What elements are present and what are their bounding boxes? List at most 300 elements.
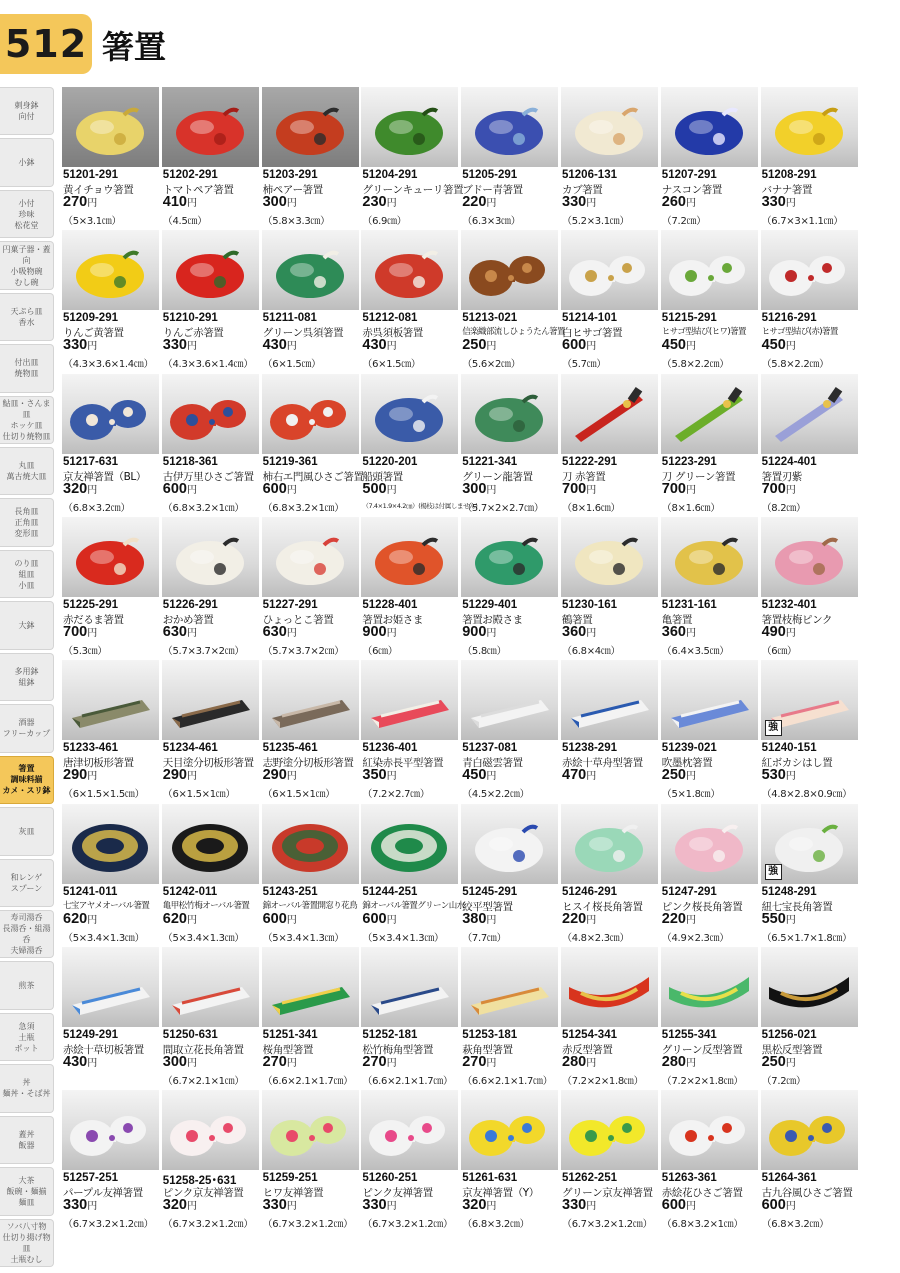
product-size: （6.4×3.5㎝） — [661, 645, 729, 657]
yen-unit: 円 — [486, 1201, 497, 1213]
yen-unit: 円 — [286, 914, 297, 926]
product-card[interactable] — [661, 230, 758, 372]
ginkgo-leaf-rest-icon — [62, 87, 159, 167]
product-code: 51218-361 — [162, 455, 218, 468]
product-size: （5.8×2.2㎝） — [761, 359, 829, 371]
eggplant-rest-icon — [661, 87, 758, 167]
sidebar-tab-4[interactable]: 円菓子器・蓋向 小吸物碗 むし碗 — [0, 241, 54, 289]
product-size: （4.3×3.6×1.4㎝） — [63, 359, 154, 371]
tenmoku-plank-rest-icon — [162, 660, 259, 740]
product-card[interactable] — [461, 87, 558, 229]
product-card[interactable] — [62, 1090, 159, 1232]
tortoise-oval-rest-icon — [162, 804, 259, 884]
product-price — [662, 767, 696, 783]
product-size: （6×1.5㎝） — [362, 359, 421, 371]
green-curved-rest-icon — [661, 947, 758, 1027]
product-name: ブドー青箸置 — [462, 184, 523, 196]
product-price — [263, 337, 297, 353]
yen-unit: 円 — [87, 1201, 98, 1213]
product-card[interactable] — [661, 660, 758, 802]
product-size: （6.8×3.2㎝） — [462, 1219, 530, 1231]
product-card[interactable] — [661, 87, 758, 229]
product-card[interactable] — [561, 1090, 658, 1232]
price-value: 290 — [162, 767, 187, 784]
product-photo — [461, 1090, 558, 1170]
product-photo — [162, 517, 259, 597]
product-name: 黒松反型箸置 — [761, 1043, 823, 1056]
product-card[interactable] — [361, 517, 458, 659]
product-name: グリーン呉須箸置 — [262, 327, 344, 340]
price-value: 550 — [761, 910, 786, 927]
product-code: 51211-081 — [262, 312, 317, 325]
product-name: 信楽織部流しひょうたん箸置 — [462, 327, 565, 338]
product-code: 51226-291 — [162, 598, 218, 611]
yen-unit: 円 — [686, 198, 696, 209]
product-card[interactable] — [62, 374, 159, 516]
product-photo — [62, 517, 159, 597]
product-card[interactable] — [561, 804, 658, 946]
product-code: 51204-291 — [362, 169, 418, 181]
red-apple-rest-icon — [162, 230, 259, 310]
product-price — [662, 624, 696, 640]
yen-unit: 円 — [386, 198, 397, 209]
product-card[interactable] — [162, 230, 259, 372]
sidebar-tab-1[interactable]: 刺身鉢 向付 — [0, 87, 54, 135]
product-name: ヒサゴ型結び(ヒワ)箸置 — [661, 327, 746, 338]
product-card[interactable] — [262, 87, 359, 229]
product-size: （5.8×3.3㎝） — [262, 216, 330, 227]
product-photo — [661, 374, 758, 454]
product-code: 51242-011 — [162, 885, 218, 898]
product-size: （5×3.1㎝） — [63, 216, 122, 227]
product-size: （6.3×3㎝） — [462, 216, 521, 227]
product-name: 船頭箸置 — [362, 470, 403, 483]
product-card[interactable] — [661, 517, 758, 659]
product-card[interactable] — [761, 947, 858, 1089]
product-card[interactable] — [761, 87, 858, 229]
yen-unit: 円 — [785, 627, 796, 639]
product-card[interactable] — [262, 230, 359, 372]
yen-unit: 円 — [486, 1057, 497, 1069]
product-name: 鶴箸置 — [562, 613, 593, 626]
product-price — [762, 1054, 796, 1070]
product-card[interactable] — [162, 517, 259, 659]
product-card[interactable] — [461, 374, 558, 516]
product-price — [662, 481, 696, 497]
page-title: 箸置 — [102, 28, 167, 66]
plum-branch-rest-icon — [761, 517, 858, 597]
product-size: （5.6×2㎝） — [462, 359, 521, 371]
product-name: 刀 赤箸置 — [562, 470, 606, 483]
product-card[interactable] — [461, 947, 558, 1089]
yen-unit: 円 — [386, 1201, 397, 1213]
product-card[interactable] — [162, 947, 259, 1089]
product-name: 紐七宝長角箸置 — [761, 900, 833, 913]
product-code: 51231-161 — [661, 598, 717, 611]
product-price — [263, 1197, 297, 1213]
product-photo — [661, 660, 758, 740]
price-value: 620 — [162, 910, 187, 927]
product-photo — [62, 230, 159, 310]
product-name: ナスコン箸置 — [661, 184, 722, 196]
product-card[interactable] — [561, 230, 658, 372]
yen-unit: 円 — [286, 198, 297, 209]
jade-sakura-rest-icon — [561, 804, 658, 884]
yen-unit: 円 — [87, 484, 98, 496]
price-value: 220 — [661, 910, 686, 927]
product-card[interactable] — [761, 804, 858, 946]
product-card[interactable] — [162, 87, 259, 229]
product-name: 箸置枝梅ピンク — [761, 613, 833, 626]
product-price — [562, 767, 596, 783]
product-size: （5×3.4×1.3㎝） — [63, 932, 145, 944]
product-price — [662, 911, 696, 927]
product-photo — [361, 374, 458, 454]
product-name: グリーン龍箸置 — [462, 470, 533, 483]
product-card[interactable] — [761, 374, 858, 516]
product-card[interactable] — [62, 804, 159, 946]
product-card[interactable] — [262, 1090, 359, 1232]
product-size: （6.6×2.1×1.7㎝） — [262, 1075, 353, 1087]
price-value: 330 — [562, 194, 587, 210]
product-name: グリーンキューリ箸置 — [362, 184, 464, 196]
sidebar-tab-19[interactable]: 急須 土瓶 ポット — [0, 1013, 54, 1061]
yen-unit: 円 — [486, 771, 497, 783]
product-card[interactable] — [661, 804, 758, 946]
sidebar-tab-16[interactable]: 和レンゲ スプーン — [0, 859, 54, 907]
karatsu-plank-rest-icon — [62, 660, 159, 740]
product-photo — [761, 517, 858, 597]
product-photo — [561, 1090, 658, 1170]
product-card[interactable] — [162, 1090, 259, 1232]
price-value: 700 — [63, 623, 88, 640]
product-card[interactable] — [461, 517, 558, 659]
sidebar-tab-6[interactable]: 付出皿 焼物皿 — [0, 344, 54, 392]
product-card[interactable] — [262, 947, 359, 1089]
nishiki-oval-rest-icon — [262, 804, 359, 884]
price-value: 900 — [362, 623, 387, 640]
product-name: 箸置お殿さま — [462, 613, 523, 626]
product-card[interactable] — [561, 374, 658, 516]
product-card[interactable] — [62, 517, 159, 659]
product-card[interactable] — [461, 230, 565, 372]
product-price — [562, 911, 596, 927]
product-code: 51229-401 — [462, 598, 518, 611]
product-card[interactable] — [761, 230, 858, 372]
product-card[interactable] — [262, 374, 364, 516]
product-price — [762, 767, 796, 783]
product-card[interactable] — [262, 804, 359, 946]
product-code: 51245-291 — [462, 885, 518, 898]
yen-unit: 円 — [386, 771, 397, 783]
product-name: 唐津切板形箸置 — [63, 757, 134, 770]
product-card[interactable] — [461, 1090, 558, 1232]
product-card[interactable] — [162, 374, 259, 516]
price-value: 280 — [661, 1053, 686, 1070]
yen-unit: 円 — [286, 341, 297, 353]
product-card[interactable] — [62, 660, 159, 802]
product-code: 51260-251 — [362, 1172, 418, 1185]
price-value: 900 — [462, 623, 487, 640]
yen-unit: 円 — [586, 198, 597, 209]
product-name: 松竹梅角型箸置 — [362, 1043, 434, 1056]
product-card[interactable] — [561, 87, 658, 229]
product-card[interactable] — [361, 804, 465, 946]
banana-rest-icon — [761, 87, 858, 167]
product-name: 吹墨枕箸置 — [661, 757, 713, 770]
sidebar-tab-21[interactable]: 蓋丼 飯器 — [0, 1116, 54, 1164]
price-value: 330 — [63, 337, 88, 354]
product-photo — [761, 947, 858, 1027]
blue-white-flat-rest-icon — [461, 804, 558, 884]
product-size: （5.7×3.7×2㎝） — [162, 645, 245, 657]
product-price — [462, 1054, 496, 1070]
product-price — [662, 194, 696, 210]
product-price — [63, 194, 97, 210]
yen-unit: 円 — [286, 627, 297, 639]
product-size: （4.8×2.3㎝） — [562, 932, 630, 944]
sidebar-tab-7[interactable]: 鮎皿・さんま皿 ホッケ皿 仕切り焼物皿 — [0, 396, 54, 444]
sidebar-tab-11[interactable]: 大鉢 — [0, 601, 54, 649]
product-name: 紅ボカシはし置 — [761, 757, 833, 770]
product-name: 赤反型箸置 — [562, 1043, 613, 1056]
red-flower-gourd-rest-icon — [661, 1090, 758, 1170]
yen-unit: 円 — [286, 1057, 297, 1069]
yen-unit: 円 — [785, 198, 796, 209]
product-size: （6.8×4㎝） — [562, 645, 621, 657]
product-card[interactable] — [361, 1090, 458, 1232]
product-photo — [262, 660, 359, 740]
product-name: カブ箸置 — [562, 184, 603, 196]
product-code: 51263-361 — [661, 1172, 717, 1185]
product-code: 51206-131 — [562, 169, 617, 181]
product-card[interactable] — [561, 947, 658, 1089]
product-code: 51235-461 — [262, 742, 318, 755]
price-value: 630 — [262, 623, 287, 640]
product-code: 51234-461 — [162, 742, 218, 755]
product-card[interactable] — [162, 660, 259, 802]
product-size: （6.7×3.2×1.2㎝） — [63, 1219, 154, 1231]
product-code: 51258-25･631 — [162, 1175, 237, 1188]
price-value: 600 — [661, 1197, 686, 1214]
product-price — [362, 481, 396, 497]
product-size: （7.2×2.7㎝） — [362, 789, 430, 801]
price-value: 430 — [362, 337, 387, 354]
sidebar-tab-3[interactable]: 小付 珍味 松花堂 — [0, 190, 54, 238]
sidebar-tab-22[interactable]: 大茶 飯碗・麺揃 麺皿 — [0, 1167, 54, 1215]
price-value: 300 — [462, 480, 487, 497]
green-bar-rest-icon — [262, 230, 359, 310]
product-size: （5×3.4×1.3㎝） — [162, 932, 245, 944]
product-code: 51236-401 — [362, 742, 418, 755]
pink-yuzen-rest-icon — [162, 1090, 259, 1170]
product-price — [163, 1054, 197, 1070]
product-card[interactable] — [661, 947, 758, 1089]
hagi-rest-icon — [461, 947, 558, 1027]
pink-yuzen2-rest-icon — [361, 1090, 458, 1170]
product-price — [562, 1197, 596, 1213]
product-price — [163, 481, 197, 497]
product-photo — [761, 230, 858, 310]
yen-unit: 円 — [386, 484, 397, 496]
product-code: 51255-341 — [661, 1028, 717, 1041]
product-card[interactable] — [361, 230, 458, 372]
product-code: 51220-201 — [362, 455, 418, 468]
product-card[interactable] — [62, 230, 159, 372]
yen-unit: 円 — [187, 1201, 197, 1213]
product-price — [163, 337, 197, 353]
price-value: 490 — [761, 623, 786, 640]
product-name: 青白磁雲箸置 — [462, 757, 523, 770]
sidebar-tab-14[interactable]: 箸置 調味料揃 カメ・スリ鉢 — [0, 756, 54, 804]
sidebar-tab-12[interactable]: 多用鉢 組鉢 — [0, 653, 54, 701]
yen-unit: 円 — [386, 914, 397, 926]
sidebar-tab-18[interactable]: 煎茶 — [0, 961, 54, 1009]
product-code: 51227-291 — [262, 598, 318, 611]
price-value: 430 — [262, 337, 287, 354]
sidebar-tab-2[interactable]: 小鉢 — [0, 138, 54, 186]
product-card[interactable] — [361, 660, 458, 802]
product-card[interactable] — [262, 660, 359, 802]
sidebar-tab-5[interactable]: 天ぷら皿 香水 — [0, 293, 54, 341]
product-card[interactable] — [561, 517, 658, 659]
kakiemon-gourd-rest-icon — [262, 374, 359, 454]
sidebar-tab-20[interactable]: 丼 麺丼・そば丼 — [0, 1064, 54, 1112]
product-photo — [62, 1090, 159, 1170]
yen-unit: 円 — [686, 914, 696, 926]
product-name: 天目塗分切板形箸置 — [162, 757, 254, 770]
purple-yuzen-rest-icon — [62, 1090, 159, 1170]
product-card[interactable] — [761, 517, 858, 659]
product-code: 51243-251 — [262, 885, 318, 898]
white-gourd-rest-icon — [561, 230, 658, 310]
product-card[interactable] — [761, 660, 858, 802]
product-card[interactable] — [361, 947, 458, 1089]
product-price — [263, 1054, 297, 1070]
product-price — [63, 911, 97, 927]
sidebar-tab-9[interactable]: 長角皿 正角皿 変形皿 — [0, 498, 54, 546]
product-size: （6.7×2.1×1㎝） — [162, 1075, 245, 1087]
price-value: 270 — [262, 1053, 287, 1070]
price-value: 620 — [63, 910, 88, 927]
product-price — [163, 624, 197, 640]
product-card[interactable] — [262, 517, 359, 659]
price-value: 700 — [562, 480, 587, 497]
yen-unit: 円 — [586, 627, 597, 639]
product-photo — [461, 947, 558, 1027]
product-size: （5×3.4×1.3㎝） — [262, 932, 344, 944]
product-price — [263, 767, 297, 783]
product-card[interactable] — [561, 660, 658, 802]
price-value: 300 — [162, 1053, 187, 1070]
yen-unit: 円 — [785, 771, 796, 783]
price-value: 230 — [362, 194, 387, 210]
product-name: 柿ペアー箸置 — [262, 184, 323, 196]
product-code: 51213-021 — [462, 312, 518, 325]
product-name: ピンク京友禅箸置 — [162, 1187, 244, 1200]
yen-unit: 円 — [785, 914, 796, 926]
sidebar-tab-17[interactable]: 寿司湯呑 長湯呑・組湯呑 夫婦湯呑 — [0, 910, 54, 958]
product-name: 七宝アヤメオーバル箸置 — [63, 900, 150, 911]
product-size: （6.8×3.2×1㎝） — [262, 502, 344, 514]
product-name: りんご黄箸置 — [63, 327, 124, 340]
sidebar-tab-23[interactable]: ソバ八寸物 仕切り揚げ物皿 土瓶むし — [0, 1219, 54, 1267]
product-price — [163, 911, 197, 927]
sidebar-tab-8[interactable]: 丸皿 萬古焼大皿 — [0, 447, 54, 495]
yen-unit: 円 — [785, 341, 796, 353]
sidebar-tab-10[interactable]: のり皿 組皿 小皿 — [0, 550, 54, 598]
red-daruma-rest-icon — [62, 517, 159, 597]
product-price — [63, 1197, 97, 1213]
sidebar-tab-13[interactable]: 酒器 フリーカップ — [0, 704, 54, 752]
yen-unit: 円 — [386, 627, 397, 639]
product-card[interactable] — [661, 374, 758, 516]
price-value: 270 — [63, 194, 88, 210]
product-name: ピンク友禅箸置 — [362, 1187, 433, 1200]
product-price — [562, 337, 596, 353]
product-card[interactable] — [461, 660, 558, 802]
product-card[interactable] — [661, 1090, 758, 1232]
product-name: 亀甲松竹梅オーバル箸置 — [162, 900, 250, 911]
striped-plank-rest-icon — [62, 947, 159, 1027]
product-code: 51232-401 — [761, 598, 817, 611]
blue-pillow-rest-icon — [661, 660, 758, 740]
product-price — [63, 481, 97, 497]
shino-plank-rest-icon — [262, 660, 359, 740]
product-card[interactable] — [62, 87, 159, 229]
product-photo — [461, 87, 558, 167]
yen-unit: 円 — [586, 771, 597, 783]
red-sword-rest-icon — [561, 374, 658, 454]
product-price — [462, 337, 496, 353]
product-code: 51202-291 — [162, 169, 218, 181]
product-size: （8.2㎝） — [761, 502, 806, 514]
product-price — [562, 1054, 596, 1070]
product-card[interactable] — [761, 1090, 858, 1232]
product-price — [63, 624, 97, 640]
product-card[interactable] — [361, 87, 464, 229]
product-name: おかめ箸置 — [162, 613, 214, 626]
product-card[interactable] — [461, 804, 558, 946]
product-card[interactable] — [62, 947, 159, 1089]
price-value: 600 — [761, 1197, 786, 1214]
product-photo — [461, 660, 558, 740]
iris-oval-rest-icon — [62, 804, 159, 884]
yen-unit: 円 — [187, 771, 197, 783]
product-name: 錦オーバル箸置開窓り花鳥 — [262, 900, 357, 911]
product-name: 錦オーバル箸置グリーン山水 — [362, 900, 465, 911]
product-photo — [461, 374, 558, 454]
product-size: （6㎝） — [761, 645, 797, 657]
product-name: パープル友禅箸置 — [63, 1187, 143, 1200]
price-value: 600 — [562, 337, 587, 354]
sidebar-tab-15[interactable]: 灰皿 — [0, 807, 54, 855]
product-size: （5.3㎝） — [63, 645, 108, 657]
yellow-apple-rest-icon — [62, 230, 159, 310]
product-name: 桜角型箸置 — [262, 1043, 314, 1056]
price-value: 270 — [462, 1053, 487, 1070]
product-photo — [561, 517, 658, 597]
yen-unit: 円 — [187, 341, 197, 353]
price-value: 330 — [63, 1197, 88, 1214]
product-price — [562, 624, 596, 640]
yen-unit: 円 — [686, 341, 696, 353]
product-name: 紅染赤長平型箸置 — [362, 757, 444, 770]
product-code: 51241-011 — [63, 885, 118, 898]
product-size: （4.8×2.8×0.9㎝） — [761, 789, 852, 801]
yen-unit: 円 — [586, 914, 597, 926]
product-card[interactable] — [162, 804, 259, 946]
